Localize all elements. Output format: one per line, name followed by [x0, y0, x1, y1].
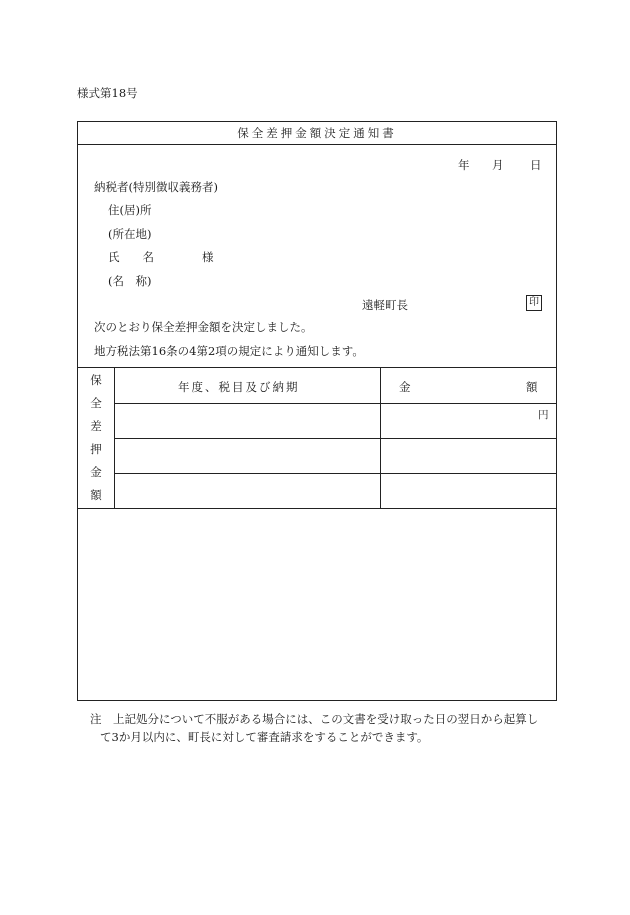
column-header-amount-second: 額: [526, 380, 538, 394]
table-column-divider: [380, 368, 381, 509]
column-header-amount-first: 金: [399, 380, 411, 394]
column-header-year-tax-period: 年度、税目及び納期: [178, 380, 300, 394]
amount-table: [78, 367, 556, 509]
taxpayer-label: 納税者(特別徴収義務者): [94, 180, 218, 194]
org-name-label: (名 称): [108, 274, 152, 288]
location-label: (所在地): [108, 227, 152, 241]
row-label-char: 金: [90, 465, 102, 479]
statement-line-1: 次のとおり保全差押金額を決定しました。: [94, 320, 313, 334]
note-line-1: 注 上記処分について不服がある場合には、この文書を受け取った日の翌日から起算し: [90, 712, 539, 726]
yen-unit: 円: [538, 409, 549, 421]
row-label-char: 押: [90, 442, 102, 456]
honorific-label: 様: [202, 250, 214, 264]
row-label-char: 額: [90, 488, 102, 502]
table-row-divider: [114, 403, 556, 404]
document-title: 保全差押金額決定通知書: [78, 122, 556, 145]
note-line-2: て3か月以内に、町長に対して審査請求をすることができます。: [100, 730, 429, 744]
row-label-column: [78, 368, 115, 509]
statement-line-2: 地方税法第16条の4第2項の規定により通知します。: [94, 344, 364, 358]
table-row-divider: [114, 473, 556, 474]
notice-form: [77, 121, 557, 701]
row-label-char: 全: [90, 396, 102, 410]
form-number: 様式第18号: [77, 86, 138, 100]
date-year-label: 年: [458, 158, 470, 172]
address-label: 住(居)所: [108, 203, 152, 217]
date-month-label: 月: [492, 158, 504, 172]
table-row-divider: [114, 438, 556, 439]
name-label: 氏 名: [108, 250, 154, 264]
row-label-char: 差: [90, 419, 102, 433]
seal-mark: 印: [526, 295, 542, 311]
row-label-char: 保: [90, 373, 102, 387]
date-day-label: 日: [530, 158, 542, 172]
issuer-mayor: 遠軽町長: [362, 298, 408, 312]
